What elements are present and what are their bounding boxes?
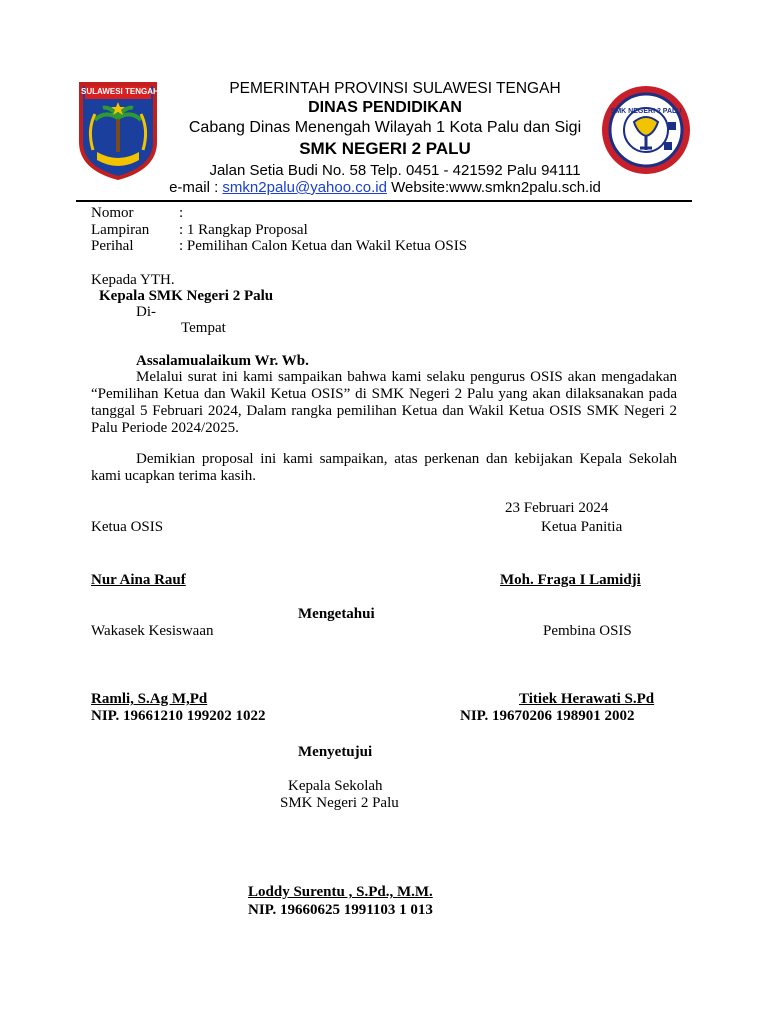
body-paragraph-1: Melalui surat ini kami sampaikan bahwa kami selaku pengurus OSIS akan mengadakan “Pemilihan Ketua dan Wakil Ketua OSIS” di SMK Negeri 2 Palu yang akan dilaksanakan pada tanggal 5 Februari 2024, Dalam rangka pemilihan Ketua dan Wakil Ketua OSIS SMK Negeri 2 Palu Periode 2024/2025.: [91, 369, 677, 436]
letterhead-department: DINAS PENDIDIKAN: [308, 99, 462, 116]
letter-date: 23 Februari 2024: [505, 500, 609, 516]
wakasek-nip: NIP. 19661210 199202 1022: [91, 708, 266, 724]
pembina-role: Pembina OSIS: [543, 623, 632, 639]
pembina-nip: NIP. 19670206 198901 2002: [460, 708, 635, 724]
perihal-label: Perihal: [91, 238, 134, 254]
ketua-panitia-role: Ketua Panitia: [541, 519, 623, 535]
menyetujui-heading: Menyetujui: [298, 744, 373, 760]
lampiran-value: : 1 Rangkap Proposal: [179, 222, 308, 238]
wakasek-role: Wakasek Kesiswaan: [91, 623, 214, 639]
ketua-osis-name: Nur Aina Rauf: [91, 572, 186, 588]
letterhead-contact: [150, 179, 620, 196]
lampiran-label: Lampiran: [91, 222, 150, 238]
letterhead-address: Jalan Setia Budi No. 58 Telp. 0451 - 421592 Palu 94111: [209, 162, 581, 179]
mengetahui-heading: Mengetahui: [298, 606, 375, 622]
email-link[interactable]: smkn2palu@yahoo.co.id: [222, 179, 387, 196]
ketua-osis-role: Ketua OSIS: [91, 519, 164, 535]
letterhead-government: PEMERINTAH PROVINSI SULAWESI TENGAH: [229, 80, 561, 97]
right-logo-text: SMK NEGERI 2 PALU: [610, 108, 682, 115]
nomor-label: Nomor: [91, 205, 134, 221]
website-text: Website:www.smkn2palu.sch.id: [386, 179, 601, 196]
tempat-label: Tempat: [181, 320, 226, 336]
letterhead-branch: Cabang Dinas Menengah Wilayah 1 Kota Palu dan Sigi: [188, 119, 582, 136]
di-label: Di-: [136, 304, 156, 320]
body-paragraph-2: Demikian proposal ini kami sampaikan, atas perkenan dan kebijakan Kepala Sekolah kami ucapkan terima kasih.: [91, 451, 677, 484]
kepala-sekolah-name: Loddy Surentu , S.Pd., M.M.: [248, 884, 433, 900]
wakasek-name: Ramli, S.Ag M,Pd: [91, 691, 208, 707]
letterhead-school: SMK NEGERI 2 PALU: [299, 139, 471, 158]
kepala-sekolah-nip: NIP. 19660625 1991103 1 013: [248, 902, 433, 918]
pembina-name: Titiek Herawati S.Pd: [519, 691, 655, 707]
recipient: Kepala SMK Negeri 2 Palu: [99, 288, 274, 304]
email-label: e-mail :: [169, 179, 223, 196]
left-logo-text: SULAWESI TENGAH: [81, 87, 159, 96]
kepala-sekolah-role: Kepala Sekolah: [288, 778, 383, 794]
letterhead-divider: [76, 200, 692, 202]
perihal-value: : Pemilihan Calon Ketua dan Wakil Ketua OSIS: [179, 238, 468, 254]
ketua-panitia-name: Moh. Fraga I Lamidji: [500, 572, 641, 588]
greeting: Assalamualaikum Wr. Wb.: [136, 353, 309, 369]
kepada-yth: Kepada YTH.: [91, 272, 175, 288]
kepala-sekolah-school: SMK Negeri 2 Palu: [280, 795, 399, 811]
nomor-value: :: [179, 205, 184, 221]
